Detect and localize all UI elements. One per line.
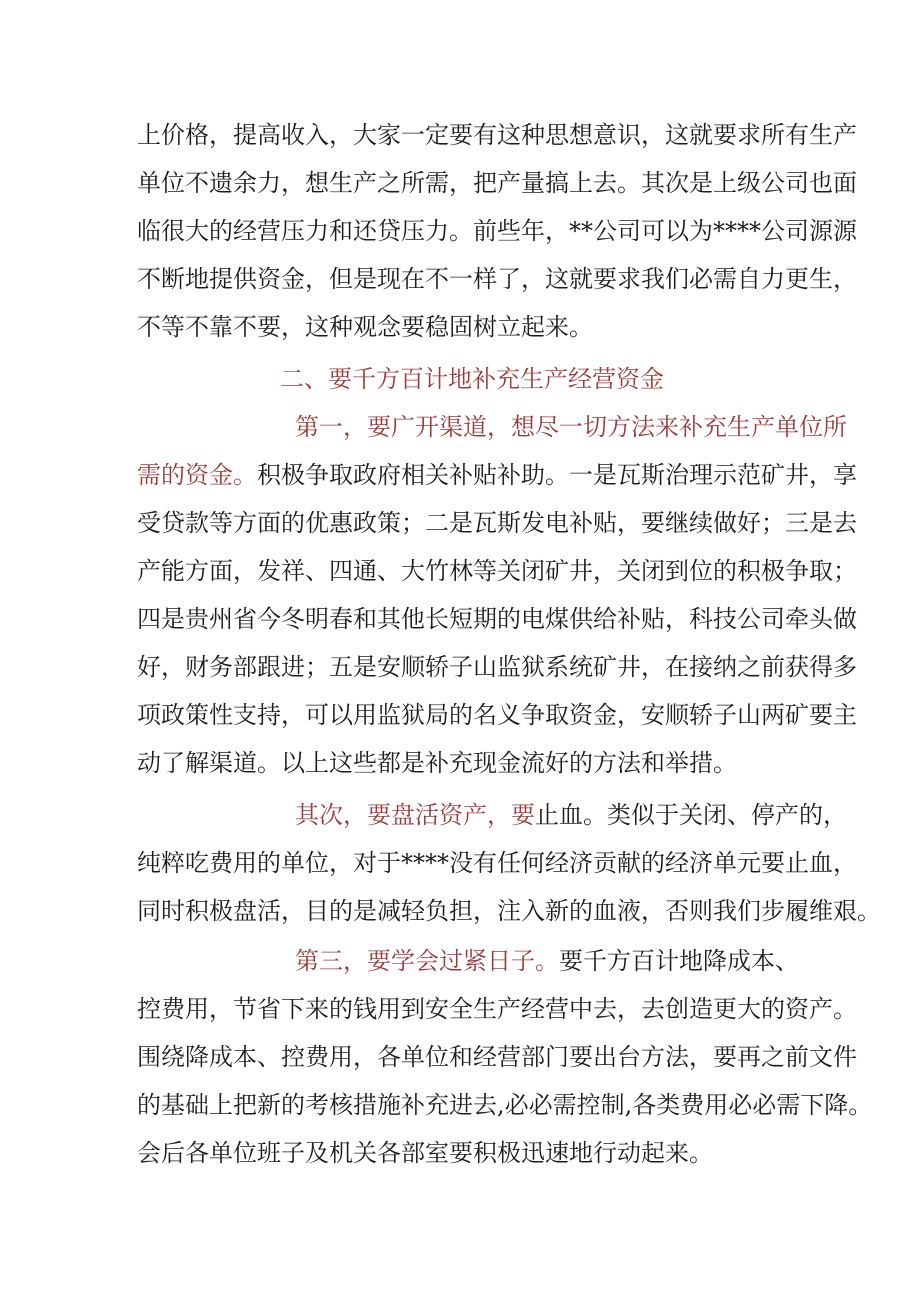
paragraph-line (295, 798, 847, 832)
paragraph-line: 会后各单位班子及机关各部室要积极迅速地行动起来。 (137, 1139, 713, 1167)
paragraph-line (295, 944, 807, 978)
paragraph-line: 同时积极盘活，目的是减轻负担，注入新的血液，否则我们步履维艰。 (137, 897, 881, 925)
paragraph-line-highlight: 第一，要广开渠道，想尽一切方法来补充生产单位所 (295, 413, 847, 441)
paragraph-line: 临很大的经营压力和还贷压力。前些年，**公司可以为****公司源源 (137, 217, 857, 245)
highlight-text: 第三，要学会过紧日子。 (295, 947, 559, 975)
paragraph-line: 单位不遗余力，想生产之所需，把产量搞上去。其次是上级公司也面 (137, 169, 857, 197)
paragraph-line: 不断地提供资金，但是现在不一样了，这就要求我们必需自力更生， (137, 265, 857, 293)
paragraph-line: 四是贵州省今冬明春和其他长短期的电煤供给补贴，科技公司牵头做 (137, 605, 857, 633)
paragraph-line: 项政策性支持，可以用监狱局的名义争取资金，安顺轿子山两矿要主 (137, 701, 857, 729)
paragraph-line: 的基础上把新的考核措施补充进去,必必需控制,各类费用必必需下降。 (137, 1091, 873, 1119)
highlight-text: 需的资金。 (137, 461, 257, 489)
paragraph-line (137, 458, 857, 492)
body-text: 积极争取政府相关补贴补助。一是瓦斯治理示范矿井，享 (257, 461, 857, 489)
highlight-text: 其次，要盘活资产，要 (295, 801, 535, 829)
paragraph-line: 不等不靠不要，这种观念要稳固树立起来。 (137, 313, 593, 341)
section-heading: 二、要千方百计地补充生产经营资金 (280, 365, 664, 393)
paragraph-line: 控费用，节省下来的钱用到安全生产经营中去，去创造更大的资产。 (137, 995, 857, 1023)
paragraph-line: 好，财务部跟进；五是安顺轿子山监狱系统矿井，在接纳之前获得多 (137, 653, 857, 681)
paragraph-line: 围绕降成本、控费用，各单位和经营部门要出台方法，要再之前文件 (137, 1043, 857, 1071)
paragraph-line: 产能方面，发祥、四通、大竹林等关闭矿井，关闭到位的积极争取； (137, 557, 857, 585)
paragraph-line: 纯粹吃费用的单位，对于****没有任何经济贡献的经济单元要止血， (137, 849, 857, 877)
body-text: 要千方百计地降成本、 (559, 947, 799, 975)
body-text: 止血。类似于关闭、停产的， (535, 801, 847, 829)
paragraph-line: 受贷款等方面的优惠政策；二是瓦斯发电补贴，要继续做好；三是去 (137, 509, 857, 537)
paragraph-line: 上价格，提高收入，大家一定要有这种思想意识，这就要求所有生产 (137, 121, 857, 149)
paragraph-line: 动了解渠道。以上这些都是补充现金流好的方法和举措。 (137, 749, 737, 777)
